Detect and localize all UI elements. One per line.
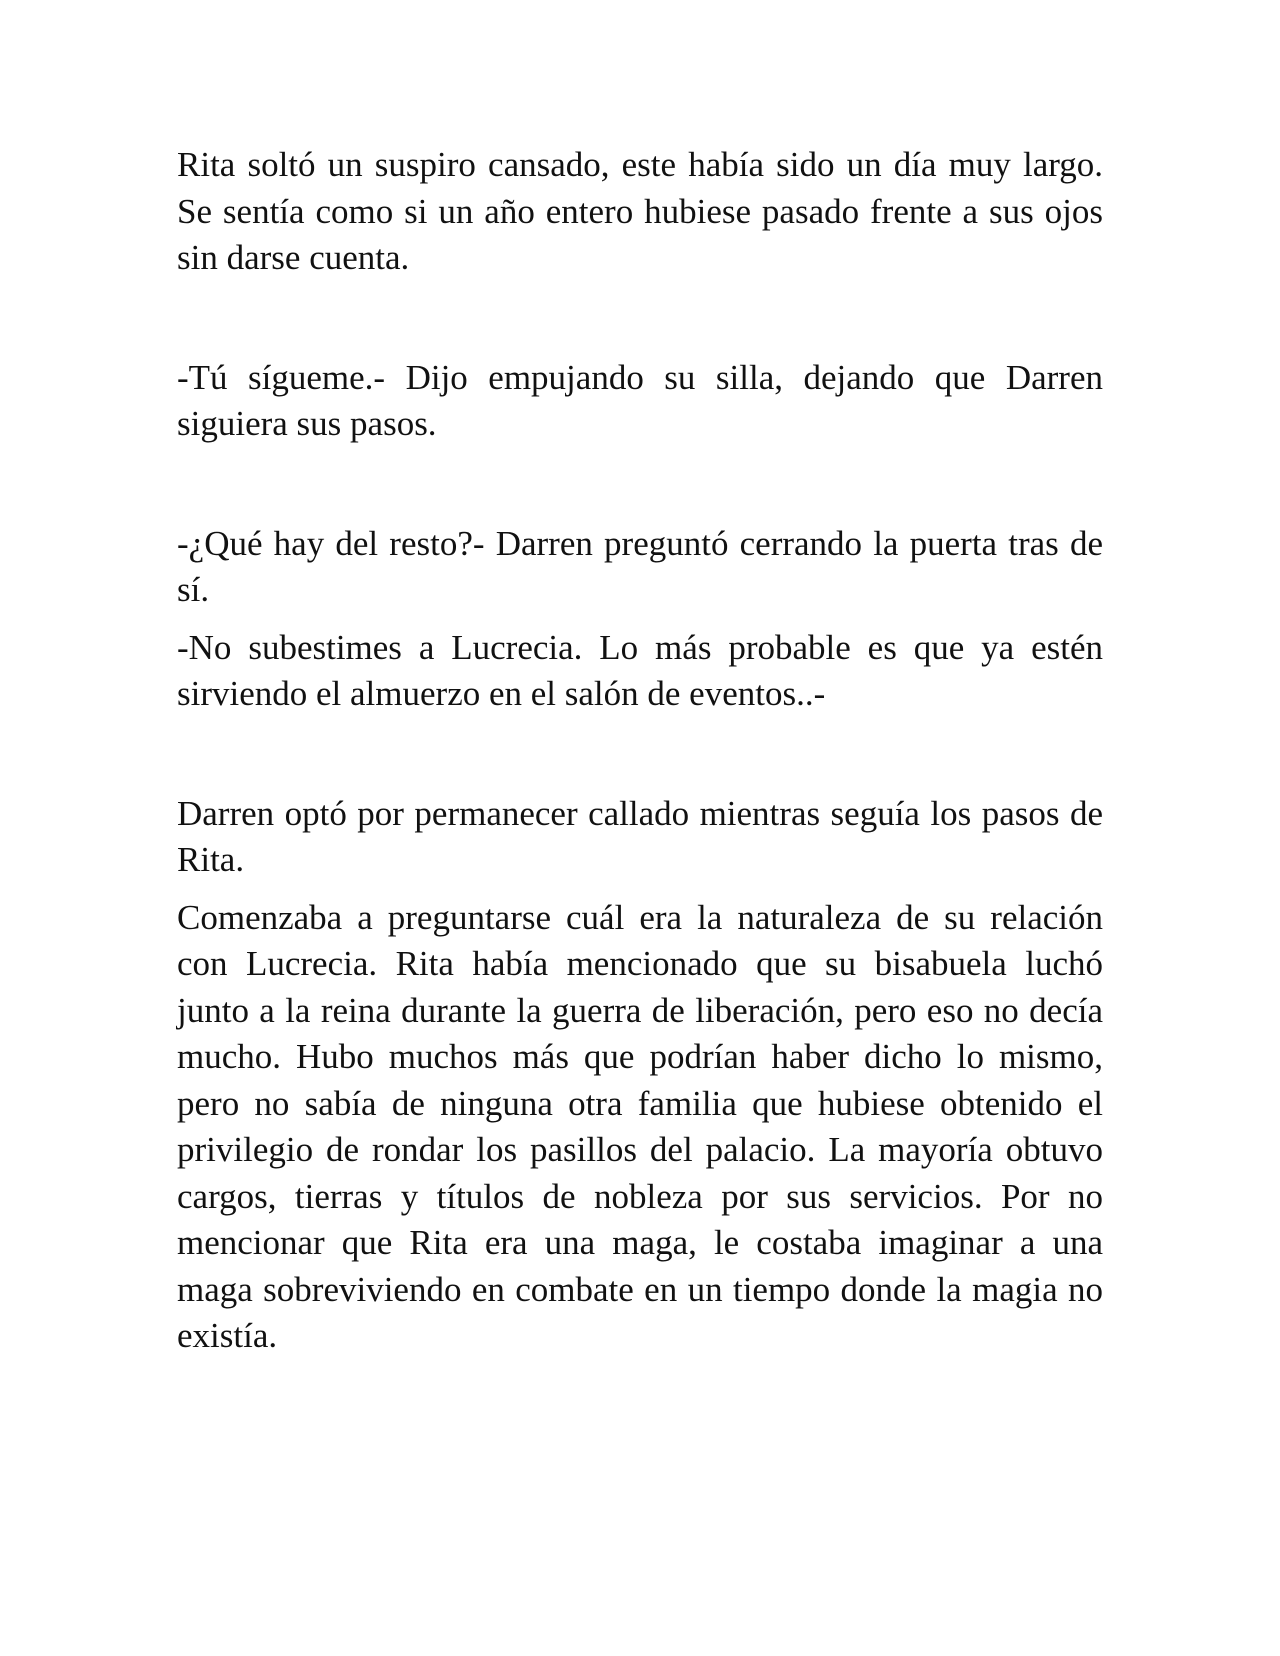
- paragraph-follow-me: -Tú sígueme.- Dijo empujando su silla, dejando que Darren siguiera sus pasos.: [177, 357, 1103, 443]
- paragraph-lucrecia: -No subestimes a Lucrecia. Lo más probable es que ya estén sirviendo el almuerzo en el salón de eventos..-: [177, 627, 1103, 713]
- document-page: [177, 142, 1103, 1360]
- paragraph-what-about-rest: -¿Qué hay del resto?- Darren preguntó cerrando la puerta tras de sí.: [177, 523, 1103, 609]
- paragraph-rita-sigh: Rita soltó un suspiro cansado, este había sido un día muy largo. Se sentía como si un año entero hubiese pasado frente a sus ojos sin darse cuenta.: [177, 145, 1103, 277]
- paragraph-relationship: Comenzaba a preguntarse cuál era la naturaleza de su relación con Lucrecia. Rita había mencionado que su bisabuela luchó junto a la reina durante la guerra de liberación, pero eso no decía mucho. Hubo muchos más que podrían haber dicho lo mismo, pero no sabía de ninguna otra familia que hubiese obtenido el privilegio de rondar los pasillos del palacio. La mayoría obtuvo cargos, tierras y títulos de nobleza por sus servicios. Por no mencionar que Rita era una maga, le costaba imaginar a una maga sobreviviendo en combate en un tiempo donde la magia no existía.: [177, 897, 1103, 1355]
- paragraph-darren-silent: Darren optó por permanecer callado mientras seguía los pasos de Rita.: [177, 793, 1103, 879]
